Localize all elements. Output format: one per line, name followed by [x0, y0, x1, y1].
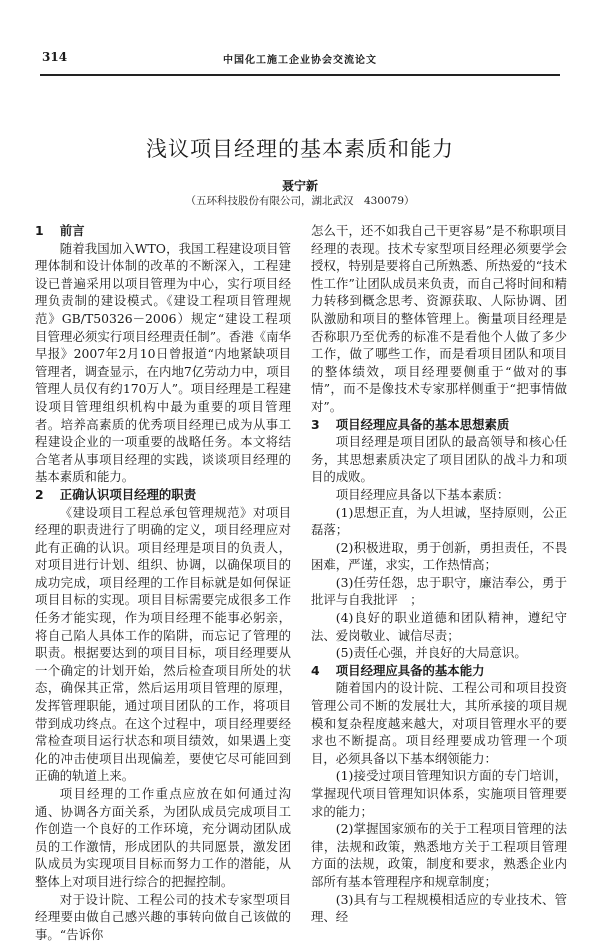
section-title: 项目经理应具备的基本思想素质	[335, 416, 510, 432]
paragraph: (3)任劳任怨，忠于职守，廉洁奉公，勇于批评与自我批评 ；	[311, 574, 567, 608]
paragraph: (2)掌握国家颁布的关于工程项目管理的法律，法规和政策，熟悉地方关于工程项目管理方面的法规，政策，制度和要求，熟悉企业内部所有基本管理程序和规章制度；	[311, 821, 567, 889]
left-column	[35, 222, 291, 943]
section-title: 正确认识项目经理的职责	[59, 486, 197, 502]
paragraph: 《建设项目工程总承包管理规范》对项目经理的职责进行了明确的定义，项目经理应对此有正确的认识。项目经理是项目的负责人，对项目进行计划、组织、协调，以确保项目的成功完成，项目经理的工作目标就是如何保证项目目标的实现。项目目标需要完成很多工作任务才能实现，作为项目经理不能事必躬亲，将自己陷人具体工作的陷阱，而忘记了管理的职责。根据要达到的项目目标，项目经理要从一个确定的计划开始，然后检查项目所处的状态，确保其正常，然后运用项目管理的原理，发挥管理职能，通过项目团队的工作，将项目带到成功终点。在这个过程中，项目经理要经常检查项目运行状态和项目绩效，如果遇上变化的冲击使项目出现偏差，要使它尽可能回到正确的轨道上来。	[35, 504, 291, 784]
right-column	[311, 222, 567, 926]
paragraph: (1)接受过项目管理知识方面的专门培训，掌握现代项目管理知识体系，实施项目管理要求的能力；	[311, 768, 567, 819]
paragraph: (1)思想正直，为人坦诚，坚持原则，公正磊落；	[311, 504, 567, 538]
section-heading	[35, 222, 291, 240]
header-rule	[40, 74, 560, 76]
paragraph: (4)良好的职业道德和团队精神，遵纪守法、爱岗敬业、诚信尽责；	[311, 610, 567, 643]
section-number: 2	[35, 486, 44, 502]
section-heading	[311, 662, 567, 680]
paragraph: 项目经理的工作重点应放在如何通过沟通、协调各方面关系，为团队成员完成项目工作创造一个良好的工作环境，充分调动团队成员的工作激情，形成团队的共同愿景，激发团队成员为实现项目目标而努力工作的潜能，从整体上对项目进行综合的把握控制。	[35, 786, 291, 889]
paragraph: (5)责任心强，并良好的大局意识。	[335, 645, 527, 661]
author-name: 聂宁新	[281, 179, 318, 193]
paragraph: 对于设计院、工程公司的技术专家型项目经理要由做自己感兴趣的事转向做自己该做的事。“告诉你	[35, 891, 291, 942]
section-title: 项目经理应具备的基本能力	[335, 662, 485, 678]
author-affiliation: （五环科技股份有限公司，湖北武汉 430079）	[185, 195, 415, 207]
page-number: 314	[42, 50, 68, 64]
paragraph: (3)具有与工程规模相适应的专业技术、管理、经	[311, 891, 567, 925]
section-number: 3	[311, 416, 320, 432]
section-title: 前言	[59, 223, 85, 238]
paragraph: 怎么干，还不如我自己干更容易”是不称职项目经理的表现。技术专家型项目经理必须要学会授权，特别是要将自己所熟悉、所热爱的“技术性工作”让团队成员来负责，而自己将时间和精力转移到概念思考、资源获取、人际协调、团队激励和项目的整体管理上。衡量项目经理是否称职乃至优秀的标准不是看他个人做了多少工作，做了哪些工作，而是看项目团队和项目的整体绩效，项目经理要侧重于“做对的事情”，而不是像技术专家那样侧重于“把事情做对”。	[311, 223, 567, 414]
paragraph: (2)积极进取，勇于创新，勇担责任，不畏困难，严谨，求实，工作热情高；	[311, 539, 567, 573]
paragraph: 随着国内的设计院、工程公司和项目投资管理公司不断的发展壮大，其所承接的项目规模和复杂程度越来越大，对项目管理水平的要求也不断提高。项目经理要成功管理一个项目，必须具备以下基本纲领能力：	[311, 680, 567, 766]
section-number: 4	[311, 662, 320, 678]
section-number: 1	[35, 223, 44, 238]
paragraph: 项目经理是项目团队的最高领导和核心任务，其思想素质决定了项目团队的战斗力和项目的成败。	[311, 434, 567, 485]
section-heading	[35, 486, 291, 504]
running-header: 中国化工施工企业协会交流论文	[223, 55, 377, 66]
paper-title: 浅议项目经理的基本素质和能力	[146, 137, 454, 161]
paragraph: 随着我国加入WTO，我国工程建设项目管理体制和设计体制的改革的不断深入，工程建设已普遍采用以项目管理为中心，实行项目经理负责制的建设模式。《建设工程项目管理规范》GB/T50326－2006）规定“建设工程项目管理必须实行项目经理责任制”。香港《南华早报》2007年2月10日曾报道“内地紧缺项目管理者，调查显示，在内地7亿劳动力中，项目管理人员仅有约170万人”。项目经理是工程建设项目管理组织机构中最为重要的项目管理者。培养高素质的优秀项目经理已成为从事工程建设企业的一项重要的战略任务。本文将结合笔者从事项目经理的实践，谈谈项目经理的基本素质和能力。	[35, 240, 291, 485]
paragraph: 项目经理应具备以下基本素质：	[335, 486, 510, 502]
section-heading	[311, 416, 567, 434]
